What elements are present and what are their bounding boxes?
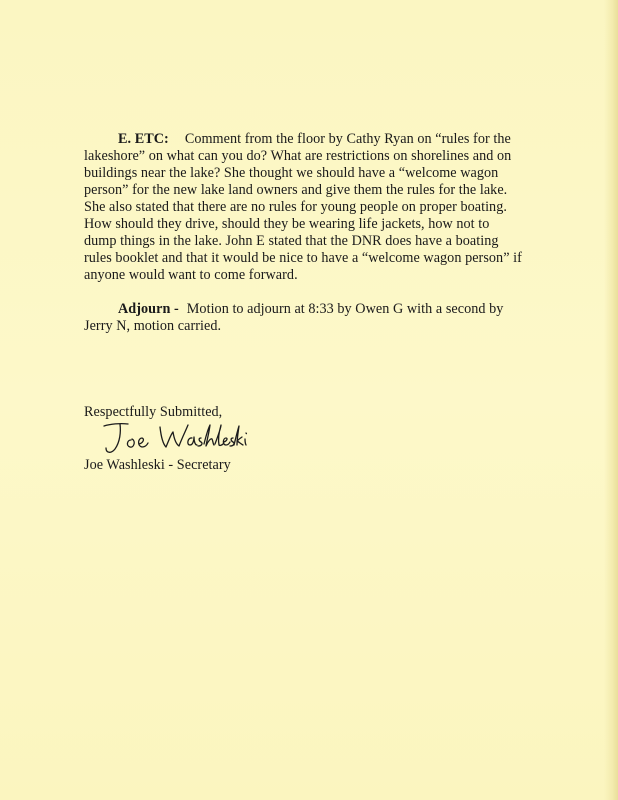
etc-line-8: rules booklet and that it would be nice to have a “welcome wagon person” if bbox=[84, 250, 522, 266]
etc-line-3: buildings near the lake? She thought we should have a “welcome wagon bbox=[84, 165, 499, 181]
adjourn-heading: Adjourn - bbox=[118, 301, 179, 317]
adjourn-line-2: Jerry N, motion carried. bbox=[84, 318, 222, 334]
closing-text: Respectfully Submitted, bbox=[84, 404, 223, 420]
etc-line-6: How should they drive, should they be wearing life jackets, how not to bbox=[84, 216, 490, 232]
adjourn-line-1: Motion to adjourn at 8:33 by Owen G with a second by bbox=[186, 301, 504, 317]
etc-line-1: Comment from the floor by Cathy Ryan on “rules for the bbox=[184, 131, 511, 147]
page-edge-shadow bbox=[604, 0, 618, 800]
etc-line-2: lakeshore” on what can you do? What are restrictions on shorelines and on bbox=[84, 148, 512, 164]
etc-heading: E. ETC: bbox=[118, 131, 169, 147]
etc-line-4: person” for the new lake land owners and give them the rules for the lake. bbox=[84, 182, 508, 198]
handwritten-signature bbox=[100, 418, 250, 460]
signer-name-title: Joe Washleski - Secretary bbox=[84, 457, 231, 473]
etc-line-9: anyone would want to come forward. bbox=[84, 267, 298, 283]
adjourn-first-line bbox=[118, 301, 503, 318]
etc-line-7: dump things in the lake. John E stated that the DNR does have a boating bbox=[84, 233, 499, 249]
etc-line-5: She also stated that there are no rules for young people on proper boating. bbox=[84, 199, 507, 215]
etc-first-line bbox=[118, 131, 511, 148]
